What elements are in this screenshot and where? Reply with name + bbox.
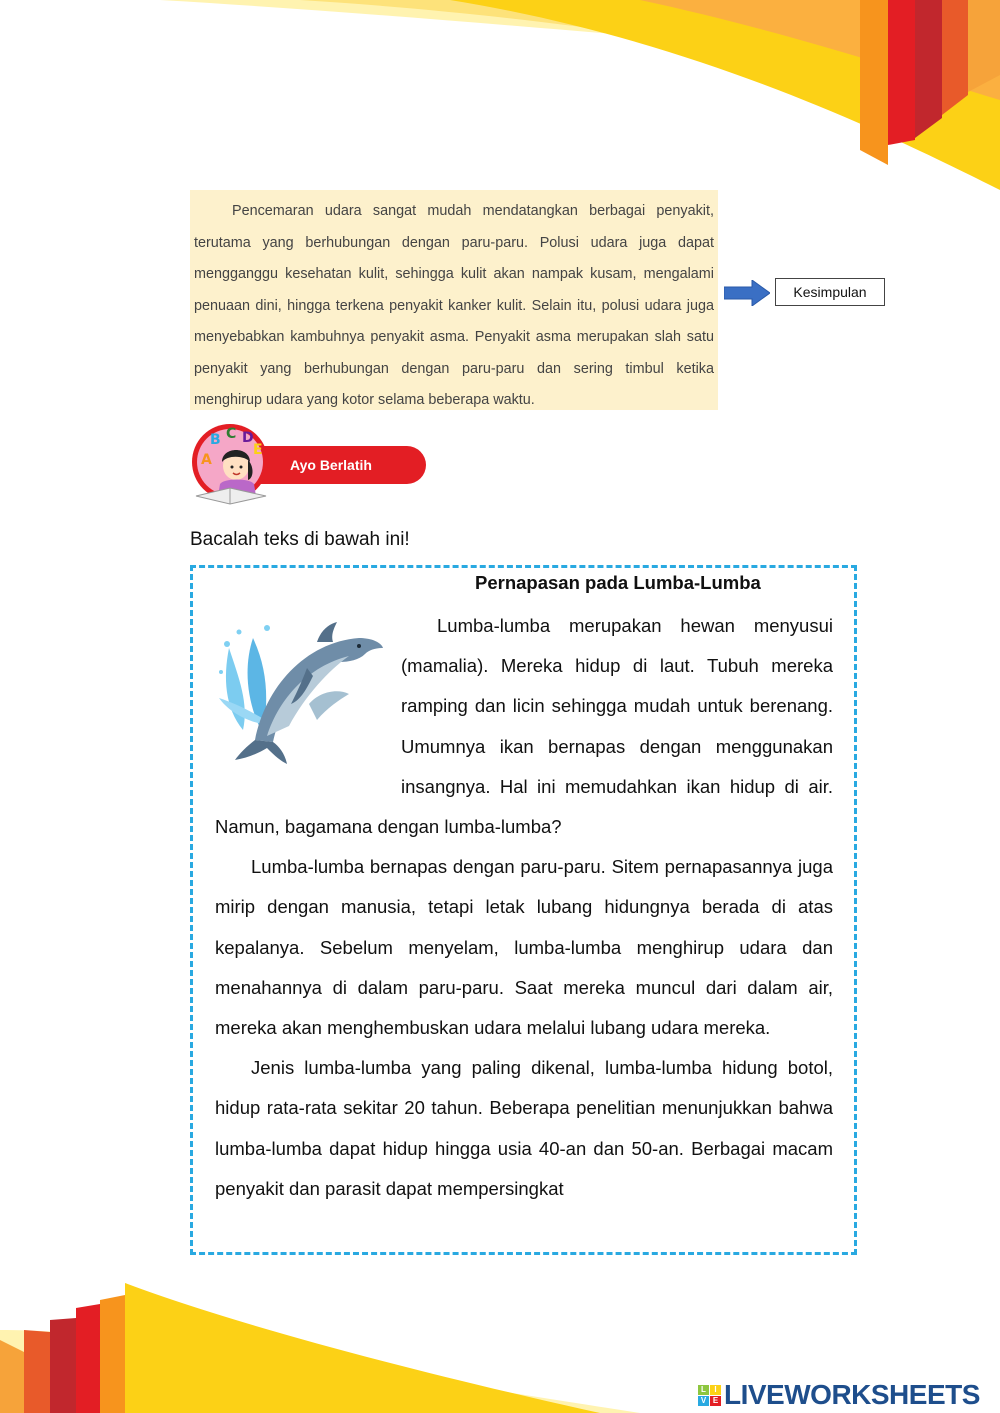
logo-letter-i: I [710, 1385, 721, 1395]
reading-title: Pernapasan pada Lumba-Lumba [475, 572, 761, 593]
logo-letter-v: V [698, 1396, 709, 1406]
badge-letter-a: A [201, 452, 212, 468]
reading-box [190, 565, 857, 1255]
badge-letter-b: B [210, 432, 221, 448]
top-wave-decoration [0, 0, 1000, 200]
logo-text: LIVEWORKSHEETS [724, 1379, 980, 1410]
conclusion-box[interactable]: Kesimpulan [775, 278, 885, 306]
instruction-text: Bacalah teks di bawah ini! [190, 529, 410, 550]
reading-body [215, 606, 833, 1246]
reading-paragraph-2: Lumba-lumba bernapas dengan paru-paru. Sitem pernapasannya juga mirip dengan manusia, tetapi letak lubang hidungnya berada di atas kepalanya. Sebelum menyelam, lumba-lumba menghirup udara dan menahannya di dalam paru-paru. Saat mereka muncul dari dalam air, mereka akan menghembuskan udara melalui lubang udara mereka. [215, 856, 833, 1039]
logo-squares-icon [698, 1385, 721, 1406]
logo-letter-l: L [698, 1385, 709, 1395]
excerpt-text: Pencemaran udara sangat mudah mendatangkan berbagai penyakit, terutama yang berhubungan dengan paru-paru. Polusi udara juga dapat mengganggu kesehatan kulit, sehingga kulit akan nampak kusam, mengalami penuaan dini, hingga terkena penyakit kanker kulit. Selain itu, polusi udara juga menyebabkan kambuhnya penyakit asma. Penyakit asma merupakan slah satu penyakit yang berhubungan dengan paru-paru dan sering timbul ketika menghirup udara yang kotor selama beberapa waktu. [194, 203, 714, 408]
dolphin-icon [215, 608, 393, 768]
practice-badge [190, 422, 430, 512]
girl-reading-icon [190, 422, 280, 512]
excerpt-box [190, 190, 718, 410]
right-arrow-icon [724, 280, 770, 306]
logo-letter-e: E [710, 1396, 721, 1406]
reading-paragraph-1: Lumba-lumba merupakan hewan menyusui (mamalia). Mereka hidup di laut. Tubuh mereka ramping dan licin sehingga mudah untuk berenang. Umumnya ikan bernapas dengan menggunakan insangnya. Hal ini memudahkan ikan hidup di air. Namun, bagamana dengan lumba-lumba? [215, 615, 833, 838]
liveworksheets-logo [698, 1378, 980, 1412]
dolphin-image [215, 608, 393, 768]
practice-badge-label: Ayo Berlatih [284, 454, 378, 476]
badge-letter-e: E [253, 442, 263, 458]
badge-letter-c: C [226, 426, 237, 442]
badge-letter-d: D [242, 430, 254, 446]
reading-paragraph-3: Jenis lumba-lumba yang paling dikenal, lumba-lumba hidung botol, hidup rata-rata sekitar 20 tahun. Beberapa penelitian menunjukkan bahwa lumba-lumba dapat hidup hingga usia 40-an dan 50-an. Berbagai macam penyakit dan parasit dapat mempersingkat [215, 1057, 833, 1199]
